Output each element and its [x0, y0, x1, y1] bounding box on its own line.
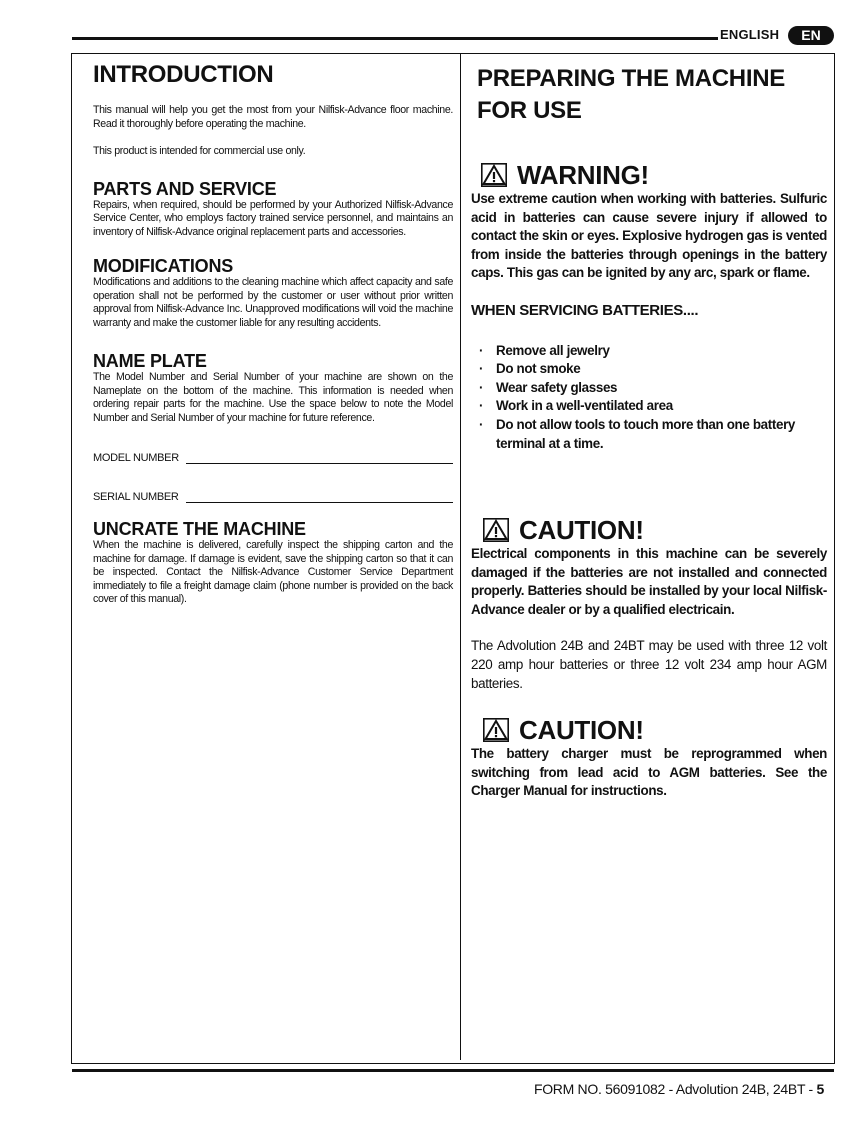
serial-number-field: [93, 490, 453, 503]
list-item: · Wear safety glasses: [471, 379, 827, 398]
parts-service-heading: PARTS AND SERVICE: [93, 178, 277, 199]
serial-number-label: SERIAL NUMBER: [93, 491, 179, 503]
commercial-use-note: This product is intended for commercial use only.: [93, 145, 306, 157]
list-item: · Do not smoke: [471, 360, 827, 379]
list-item: · Do not allow tools to touch more than one battery terminal at a time.: [471, 416, 827, 453]
preparing-heading-line1: PREPARING THE MACHINE: [477, 65, 785, 92]
footer: [534, 1081, 824, 1097]
caution-text-2: The battery charger must be reprogrammed when switching from lead acid to AGM batteries. See the Charger Manual for instructions.: [471, 746, 827, 799]
form-number: FORM NO. 56091082 - Advolution 24B, 24BT -: [533, 1081, 817, 1097]
warning-title: WARNING!: [517, 160, 649, 190]
warning-block: [471, 160, 827, 453]
caution-header-1: [483, 515, 827, 545]
model-number-field: [93, 451, 453, 464]
warning-header: [481, 160, 827, 190]
language-label: ENGLISH: [720, 27, 780, 42]
page-number: 5: [816, 1081, 824, 1097]
uncrate-paragraph: When the machine is delivered, carefully inspect the shipping carton and the machine for damage. If damage is evident, save the shipping carton so that it can be inspected. Contact the Nilfisk-Advance Customer Service Department immediately to file a freight damage claim (phone number is provided on the back cover of this manual).: [93, 539, 453, 605]
caution-triangle-icon: [483, 718, 509, 742]
list-item: · Work in a well-ventilated area: [471, 397, 827, 416]
introduction-heading: INTRODUCTION: [93, 61, 274, 88]
caution-triangle-icon: [483, 518, 509, 542]
servicing-list: [471, 342, 827, 454]
language-badge: EN: [788, 26, 834, 45]
caution-header-2: [483, 715, 827, 745]
introduction-paragraph: This manual will help you get the most from your Nilfisk-Advance floor machine. Read it thoroughly before operating the machine.: [93, 104, 453, 130]
model-number-line[interactable]: [186, 451, 453, 464]
list-item: · Remove all jewelry: [471, 342, 827, 361]
modifications-paragraph: Modifications and additions to the cleaning machine which affect capacity and safe operation shall not be performed by the customer or user without prior written approval from Nilfisk-Advance Inc. Unapproved modifications will void the machine warranty and make the customer liable for any resulting accidents.: [93, 276, 453, 329]
left-column: [93, 60, 453, 607]
uncrate-heading: UNCRATE THE MACHINE: [93, 519, 306, 539]
model-number-label: MODEL NUMBER: [93, 452, 179, 464]
column-divider: [460, 53, 461, 1060]
caution-text-1: Electrical components in this machine can be severely damaged if the batteries are not installed and connected properly. Batteries should be installed by your local Nilfisk-Advance dealer or by a qualified electricain.: [471, 546, 827, 617]
caution-title-2: CAUTION!: [519, 715, 644, 745]
footer-rule: [72, 1069, 834, 1072]
preparing-heading-line2: FOR USE: [477, 97, 582, 124]
warning-text: Use extreme caution when working with batteries. Sulfuric acid in batteries can cause severe injury if allowed to contact the skin or eyes. Explosive hydrogen gas is vented from inside the batteries through openings in the battery caps. This gas can be ignited by any arc, spark or flame.: [471, 191, 827, 281]
battery-spec-paragraph: The Advolution 24B and 24BT may be used with three 12 volt 220 amp hour batteries or three 12 volt 234 amp hour AGM batteries.: [471, 638, 827, 691]
caution-block-2: [471, 715, 827, 801]
modifications-heading: MODIFICATIONS: [93, 256, 234, 276]
warning-triangle-icon: [481, 163, 507, 187]
servicing-heading: WHEN SERVICING BATTERIES....: [471, 301, 699, 319]
caution-title-1: CAUTION!: [519, 515, 644, 545]
parts-service-paragraph: Repairs, when required, should be performed by your Authorized Nilfisk-Advance Service Center, who employs factory trained service personnel, and maintains an inventory of Nilfisk-Advance original replacement parts and accessories.: [93, 198, 453, 238]
caution-block-1: [471, 515, 827, 693]
name-plate-paragraph: The Model Number and Serial Number of your machine are shown on the Nameplate on the bottom of the machine. This information is needed when ordering repair parts for the machine. Use the space below to note the Model Number and Serial Number of your machine for future reference.: [93, 371, 453, 424]
right-column: [477, 60, 827, 127]
serial-number-line[interactable]: [186, 490, 453, 503]
header-rule: [72, 37, 718, 40]
name-plate-heading: NAME PLATE: [93, 351, 207, 371]
